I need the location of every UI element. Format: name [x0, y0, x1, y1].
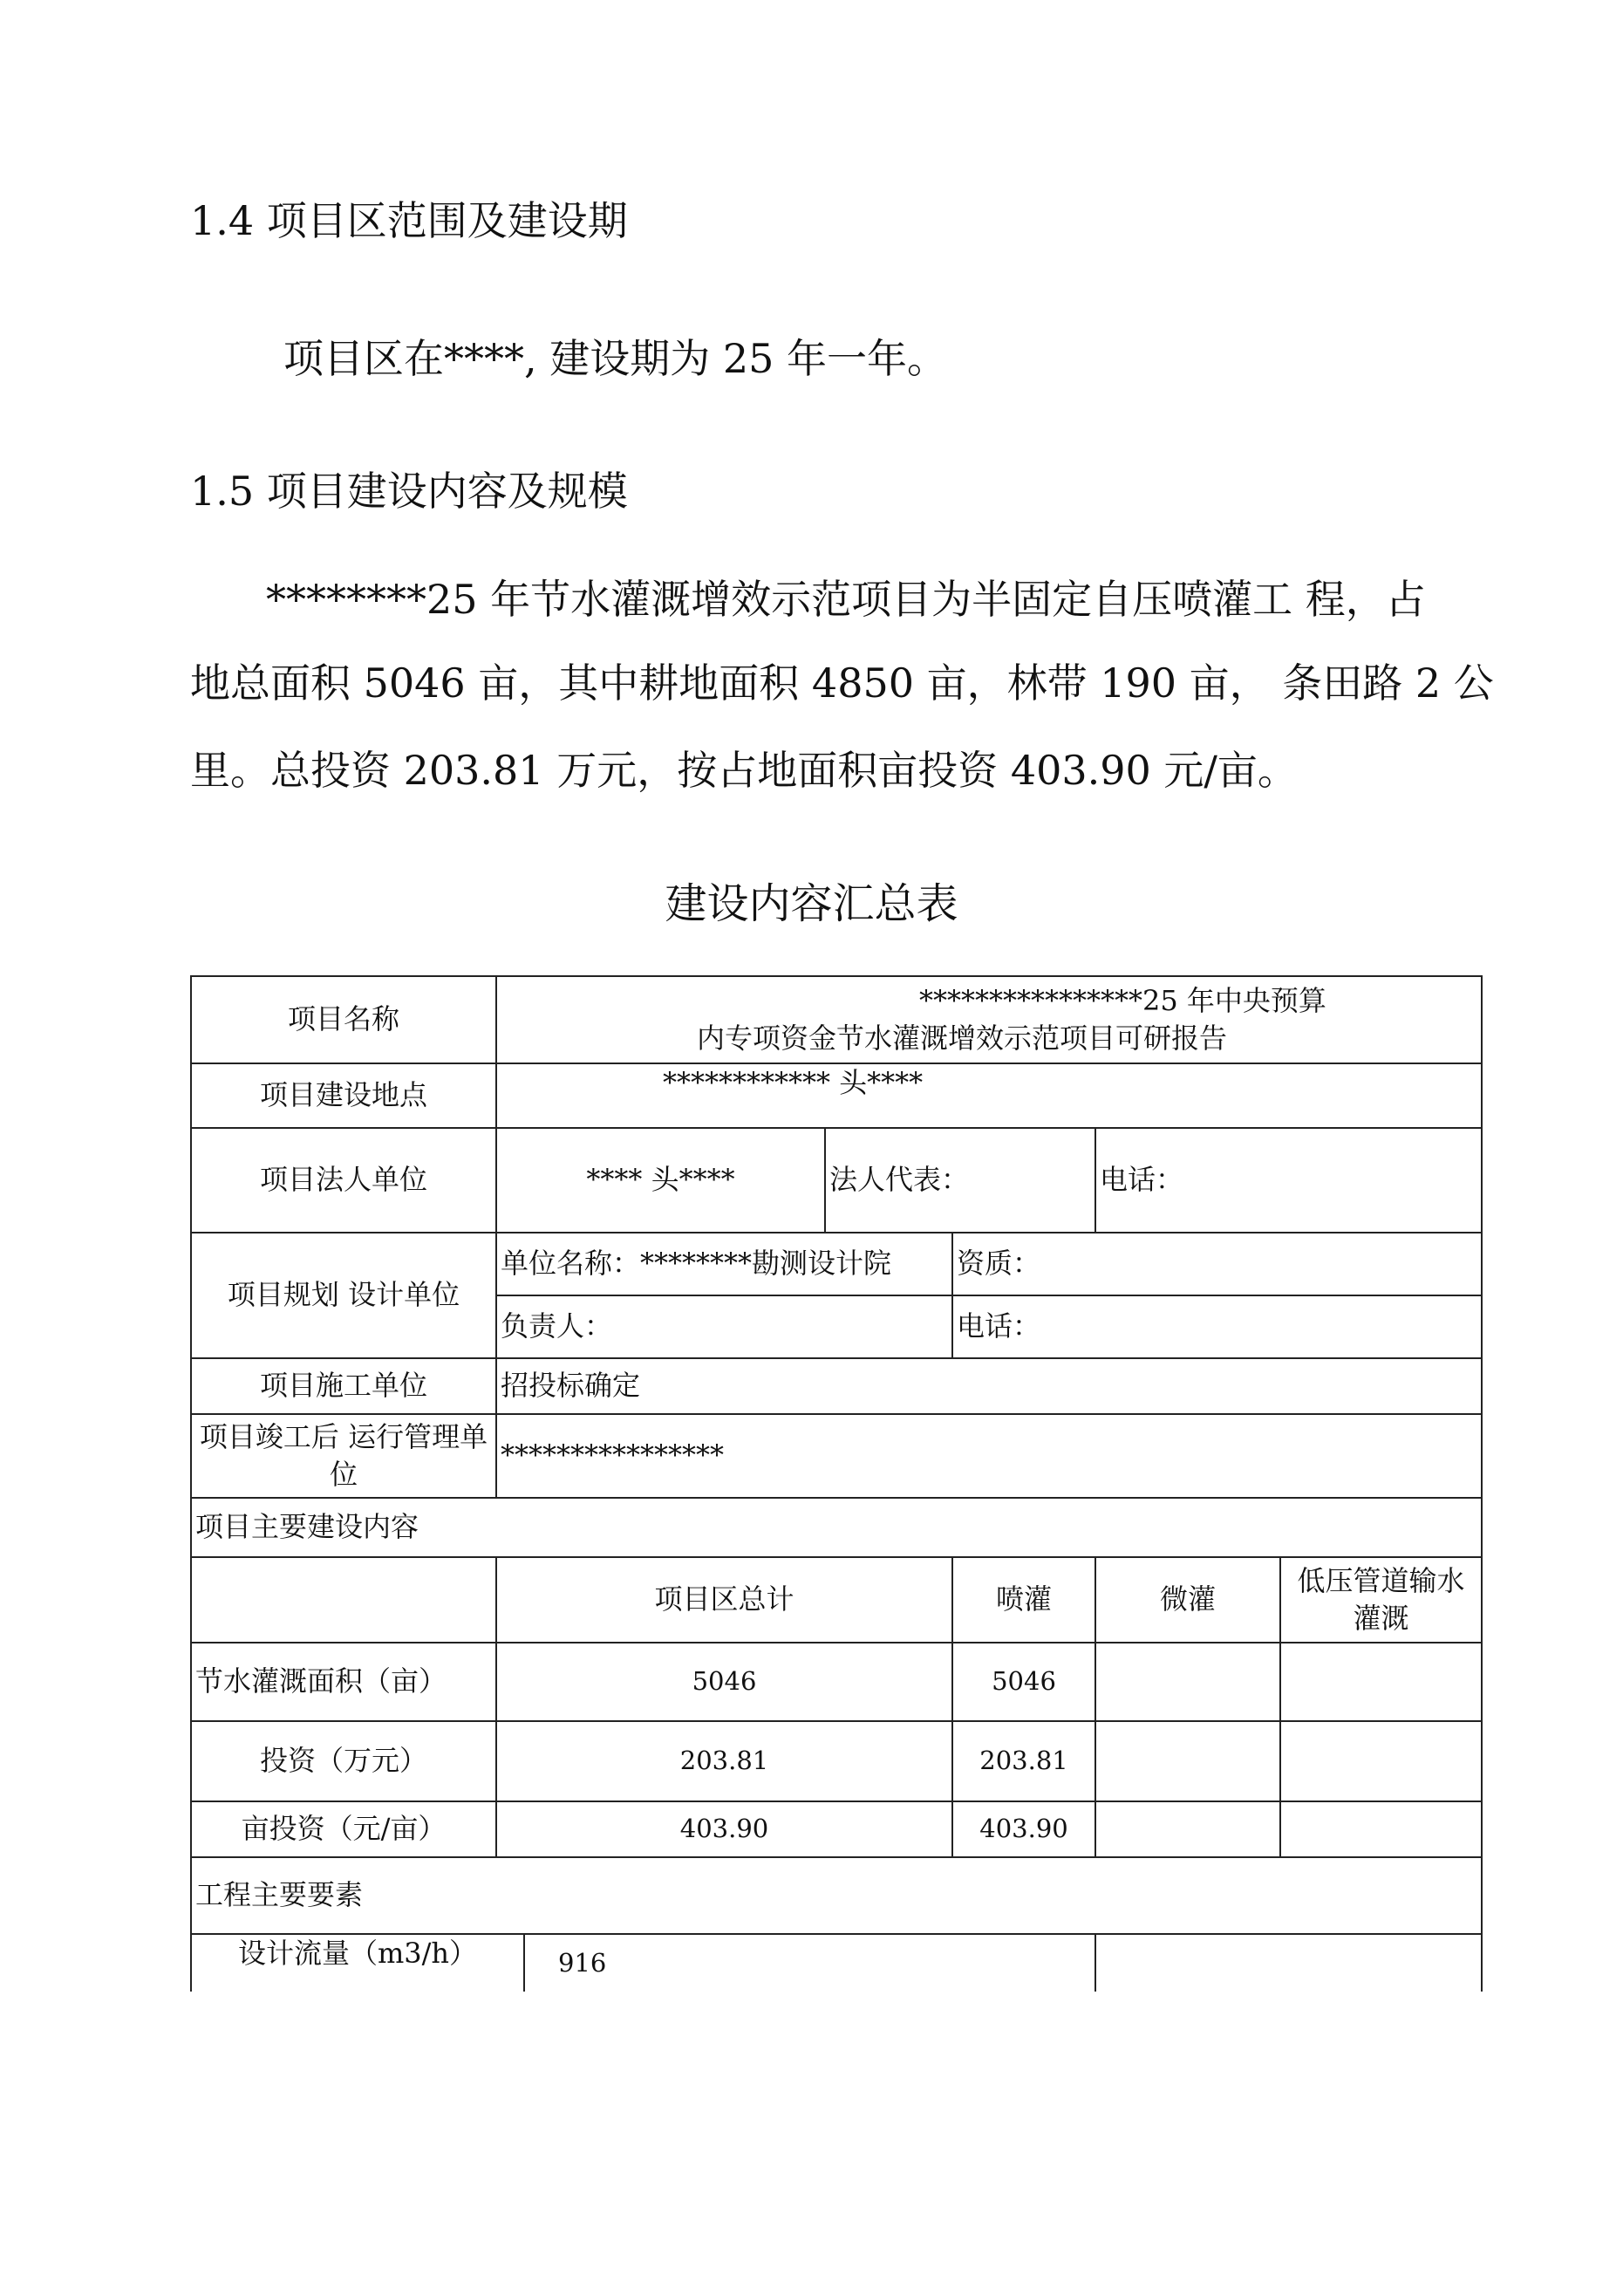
section-1-5-heading: 1.5 项目建设内容及规模 [190, 468, 628, 515]
table-row [191, 1414, 1482, 1498]
cell-spray: 5046 [952, 1643, 1095, 1721]
cell-low-pressure [1280, 1801, 1482, 1857]
legal-phone-label: 电话： [1095, 1128, 1482, 1233]
design-phone-label: 电话： [952, 1295, 1482, 1358]
flow-label: 设计流量（m3/h） [191, 1934, 524, 1992]
design-unit-label: 项目规划 设计单位 [191, 1233, 496, 1358]
header-empty-cell [191, 1557, 496, 1643]
table-row [191, 976, 1482, 1063]
table-row [191, 1557, 1482, 1643]
cell-low-pressure [1280, 1643, 1482, 1721]
cell-micro [1095, 1643, 1280, 1721]
table-row [191, 1934, 1482, 1992]
person-in-charge-label: 负责人： [496, 1295, 952, 1358]
table-row [191, 1857, 1482, 1934]
row-label: 亩投资（元/亩） [191, 1801, 496, 1857]
col-header-low-pressure: 低压管道输水灌溉 [1280, 1557, 1482, 1643]
summary-table [190, 975, 1483, 1992]
project-name-value [496, 976, 1482, 1063]
construction-unit-label: 项目施工单位 [191, 1358, 496, 1414]
project-name-line-1: ****************25 年中央预算 [919, 983, 1326, 1017]
cell-total: 403.90 [496, 1801, 952, 1857]
flow-extra-cell [1095, 1934, 1482, 1992]
table-caption: 建设内容汇总表 [665, 879, 958, 928]
legal-unit-label: 项目法人单位 [191, 1128, 496, 1233]
table-row [191, 1233, 1482, 1295]
table-row [191, 1801, 1482, 1857]
table-row [191, 1358, 1482, 1414]
table-row [191, 1498, 1482, 1557]
table-row [191, 1721, 1482, 1801]
cell-total: 203.81 [496, 1721, 952, 1801]
table-row [191, 1643, 1482, 1721]
cell-spray: 203.81 [952, 1721, 1095, 1801]
section-1-4-body: 项目区在****, 建设期为 25 年一年。 [283, 335, 948, 382]
cell-micro [1095, 1801, 1280, 1857]
row-label: 投资（万元） [191, 1721, 496, 1801]
cell-total: 5046 [496, 1643, 952, 1721]
table-row [191, 1128, 1482, 1233]
flow-value: 916 [524, 1934, 1095, 1992]
col-header-spray: 喷灌 [952, 1557, 1095, 1643]
cell-low-pressure [1280, 1721, 1482, 1801]
location-value: ************ 头**** [496, 1063, 1482, 1128]
row-label: 节水灌溉面积（亩） [191, 1643, 496, 1721]
operation-unit-label: 项目竣工后 运行管理单位 [191, 1414, 496, 1498]
cell-spray: 403.90 [952, 1801, 1095, 1857]
legal-rep-label: 法人代表： [825, 1128, 1095, 1233]
section-1-5-line-3: 里。总投资 203.81 万元，按占地面积亩投资 403.90 元/亩。 [190, 747, 1298, 794]
section-1-4-heading: 1.4 项目区范围及建设期 [190, 197, 628, 244]
key-elements-label: 工程主要要素 [191, 1857, 1482, 1934]
location-label: 项目建设地点 [191, 1063, 496, 1128]
project-name-line-2: 内专项资金节水灌溉增效示范项目可研报告 [697, 1022, 1228, 1055]
main-content-label: 项目主要建设内容 [191, 1498, 1482, 1557]
col-header-total: 项目区总计 [496, 1557, 952, 1643]
design-unit-name: 单位名称：********勘测设计院 [496, 1233, 952, 1295]
legal-unit-value: **** 头**** [496, 1128, 825, 1233]
qualification-label: 资质： [952, 1233, 1482, 1295]
section-1-5-line-2: 地总面积 5046 亩，其中耕地面积 4850 亩，林带 190 亩， 条田路 2 公 [190, 659, 1494, 707]
section-1-5-line-1: ********25 年节水灌溉增效示范项目为半固定自压喷灌工 程，占 [266, 576, 1426, 623]
cell-micro [1095, 1721, 1280, 1801]
col-header-micro: 微灌 [1095, 1557, 1280, 1643]
construction-unit-value: 招投标确定 [496, 1358, 1482, 1414]
table-row [191, 1063, 1482, 1128]
project-name-label: 项目名称 [191, 976, 496, 1063]
operation-unit-value: **************** [496, 1414, 1482, 1498]
